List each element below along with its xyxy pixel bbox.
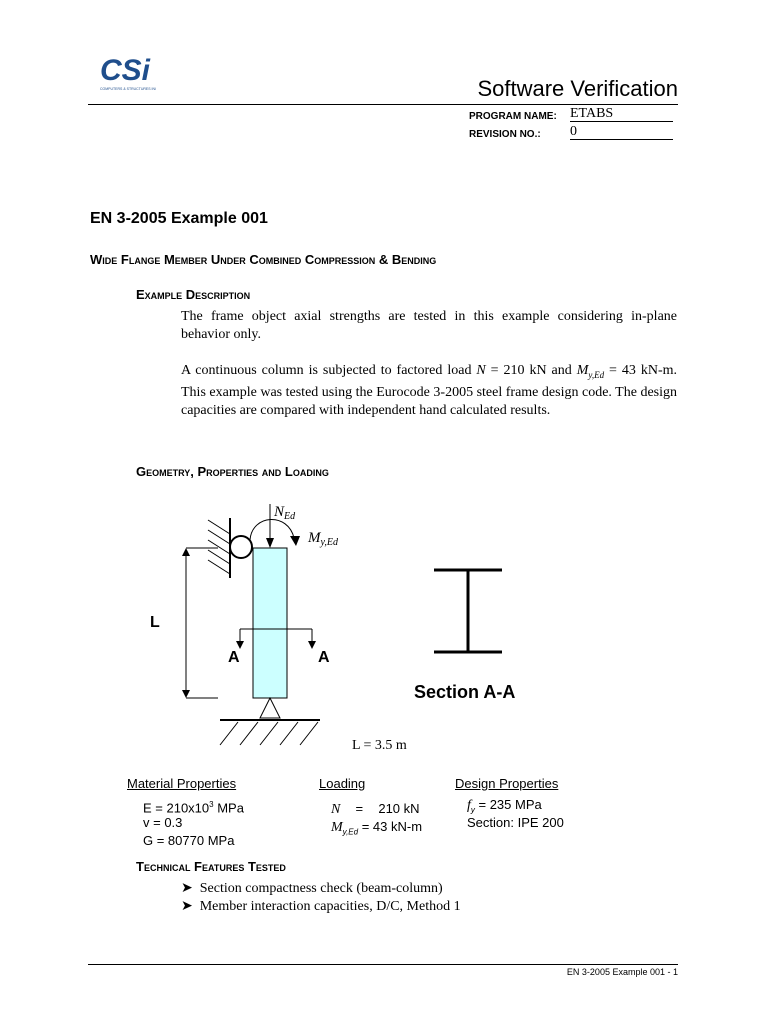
- section-cut-left-arrow: [236, 641, 244, 649]
- header-title: Software Verification: [477, 76, 678, 101]
- subtitle: Wide Flange Member Under Combined Compression & Bending: [90, 252, 437, 267]
- axial-load-label: $N_{Ed}$: [274, 504, 296, 522]
- section-label: Section A-A: [414, 682, 516, 702]
- section-cut-right-arrow: [308, 641, 316, 649]
- loading-N: N = 210 kN: [331, 801, 420, 817]
- description-paragraph-2: A continuous column is subjected to factored load N = 210 kN and $M_{y,Ed} = 43$ kN-m. This example was tested using the Eurocode 3-2005 steel frame design code. The design capacities are compared with independent hand calculated results.: [181, 363, 677, 418]
- design-properties-header: Design Properties: [455, 776, 559, 791]
- logo-tagline: COMPUTERS & STRUCTURES INC.: [100, 87, 156, 91]
- material-nu: v = 0.3: [143, 815, 183, 830]
- dimension-arrow-bottom: [182, 690, 190, 698]
- moment-arc: [250, 519, 294, 540]
- i-section-shape: [434, 570, 502, 652]
- revision-label: REVISION NO.:: [469, 129, 541, 140]
- roller-support: [230, 536, 252, 558]
- header-rule: [88, 104, 678, 105]
- geometry-heading: Geometry, Properties and Loading: [136, 464, 329, 479]
- example-description-heading: Example Description: [136, 287, 251, 302]
- list-item: ➤ Section compactness check (beam-column): [181, 881, 443, 896]
- list-item: ➤ Member interaction capacities, D/C, Method 1: [181, 899, 461, 914]
- csi-logo: [100, 52, 156, 92]
- section-cut-label-right: A: [318, 649, 330, 666]
- dimension-arrow-top: [182, 548, 190, 556]
- revision-value: 0: [570, 124, 673, 140]
- design-fy: $f_y = 235$ MPa: [467, 797, 542, 815]
- description-paragraph-1: The frame object axial strengths are tested in this example considering in-plane behavior only.: [181, 309, 677, 342]
- moment-arrowhead: [290, 536, 300, 546]
- length-label: L: [150, 614, 160, 631]
- footer-rule: [88, 964, 678, 965]
- column-member: [253, 548, 287, 698]
- design-section: Section: IPE 200: [467, 815, 564, 830]
- loading-M: $M_{y,Ed} = 43$ kN-m: [331, 819, 423, 837]
- material-G: G = 80770 MPa: [143, 833, 235, 848]
- section-cut-label-left: A: [228, 649, 240, 666]
- axial-load-arrowhead: [266, 538, 274, 548]
- bullet-arrow-icon: ➤: [181, 881, 200, 896]
- length-note: L = 3.5 m: [352, 738, 407, 753]
- column-diagram: [150, 498, 570, 760]
- technical-features-heading: Technical Features Tested: [136, 859, 286, 874]
- loading-header: Loading: [319, 776, 366, 791]
- program-name-label: PROGRAM NAME:: [469, 111, 557, 122]
- pin-support: [260, 698, 280, 718]
- material-properties-header: Material Properties: [127, 776, 237, 791]
- program-name-value: ETABS: [570, 106, 673, 122]
- ground-hatch: [220, 722, 318, 745]
- moment-label: $M_{y,Ed}$: [308, 530, 338, 548]
- page-title: EN 3-2005 Example 001: [90, 210, 268, 227]
- bullet-arrow-icon: ➤: [181, 899, 200, 914]
- footer-page-label: EN 3-2005 Example 001 - 1: [566, 967, 678, 977]
- wall-hatch: [208, 520, 230, 574]
- logo-text: CSi: [100, 54, 151, 87]
- material-E: $E = 210x10^3$ MPa: [143, 800, 244, 816]
